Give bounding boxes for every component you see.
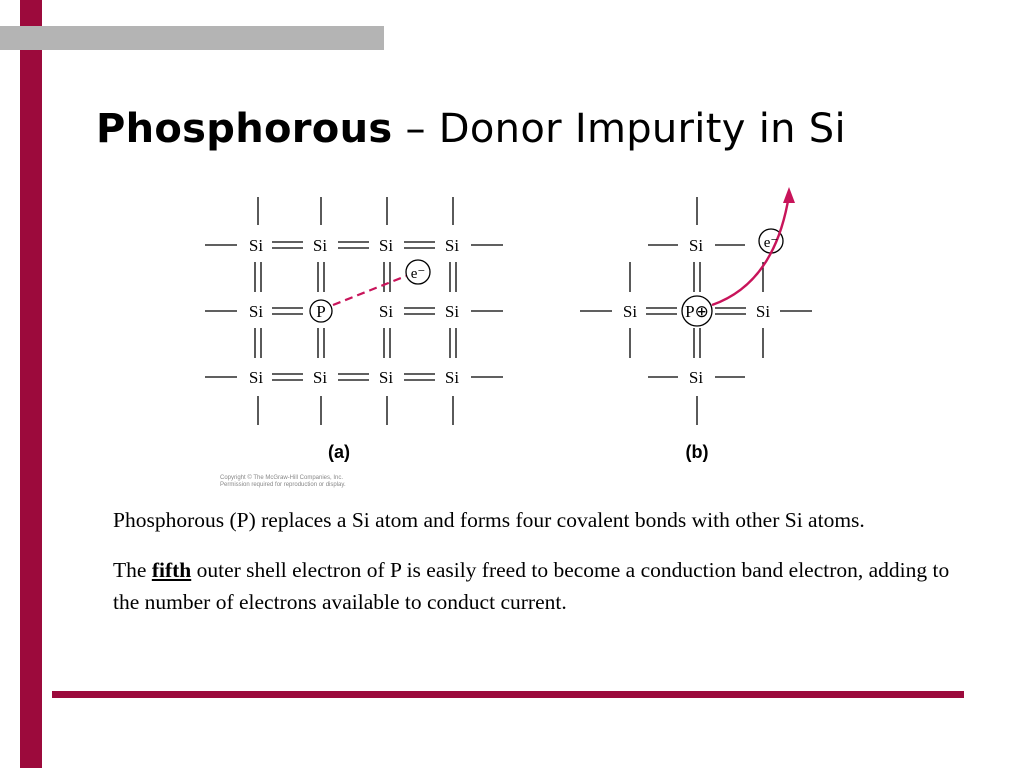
atom-a-2-1: Si	[312, 368, 328, 387]
atom-a-1-1: P	[316, 302, 326, 321]
atom-a-0-2: Si	[378, 236, 394, 255]
body-text	[113, 504, 953, 636]
atom-b-right: Si	[755, 302, 771, 321]
atom-a-1-3: Si	[444, 302, 460, 321]
atom-b-center: P⊕	[685, 302, 709, 321]
atom-a-2-3: Si	[444, 368, 460, 387]
panel-a-label: (a)	[328, 442, 350, 462]
atom-a-0-3: Si	[444, 236, 460, 255]
copyright-line-1: Copyright © The McGraw-Hill Companies, Inc.	[220, 475, 344, 481]
atom-a-0-0: Si	[248, 236, 264, 255]
para2-start: The	[113, 558, 152, 582]
atom-b-left: Si	[622, 302, 638, 321]
atom-a-1-2: Si	[378, 302, 394, 321]
panel-a-atoms	[249, 236, 459, 387]
electron-bond-dashed	[333, 276, 406, 305]
atom-b-bottom: Si	[688, 368, 704, 387]
bottom-rule	[52, 691, 964, 698]
atom-a-0-1: Si	[312, 236, 328, 255]
para2-end: outer shell electron of P is easily freed to become a conduction band electron, adding to the number of electrons available to conduct current.	[113, 558, 950, 614]
atom-a-2-2: Si	[378, 368, 394, 387]
paragraph-2	[113, 554, 953, 618]
emphasis-fifth: fifth	[151, 558, 192, 582]
atom-a-2-0: Si	[248, 368, 264, 387]
panel-b-atoms	[623, 235, 778, 387]
paragraph-1: Phosphorous (P) replaces a Si atom and forms four covalent bonds with other Si atoms.	[113, 508, 865, 532]
title-bold: Phosphorous	[96, 106, 393, 152]
electron-a-label: e⁻	[410, 266, 426, 282]
panel-b-label: (b)	[685, 442, 709, 462]
electron-b-label: e⁻	[763, 235, 779, 251]
arrow-head	[783, 187, 795, 203]
atom-a-1-0: Si	[248, 302, 264, 321]
atom-b-top: Si	[688, 236, 704, 255]
title-rest: – Donor Impurity in Si	[392, 106, 846, 152]
copyright-line-2: Permission required for reproduction or display.	[220, 482, 346, 488]
